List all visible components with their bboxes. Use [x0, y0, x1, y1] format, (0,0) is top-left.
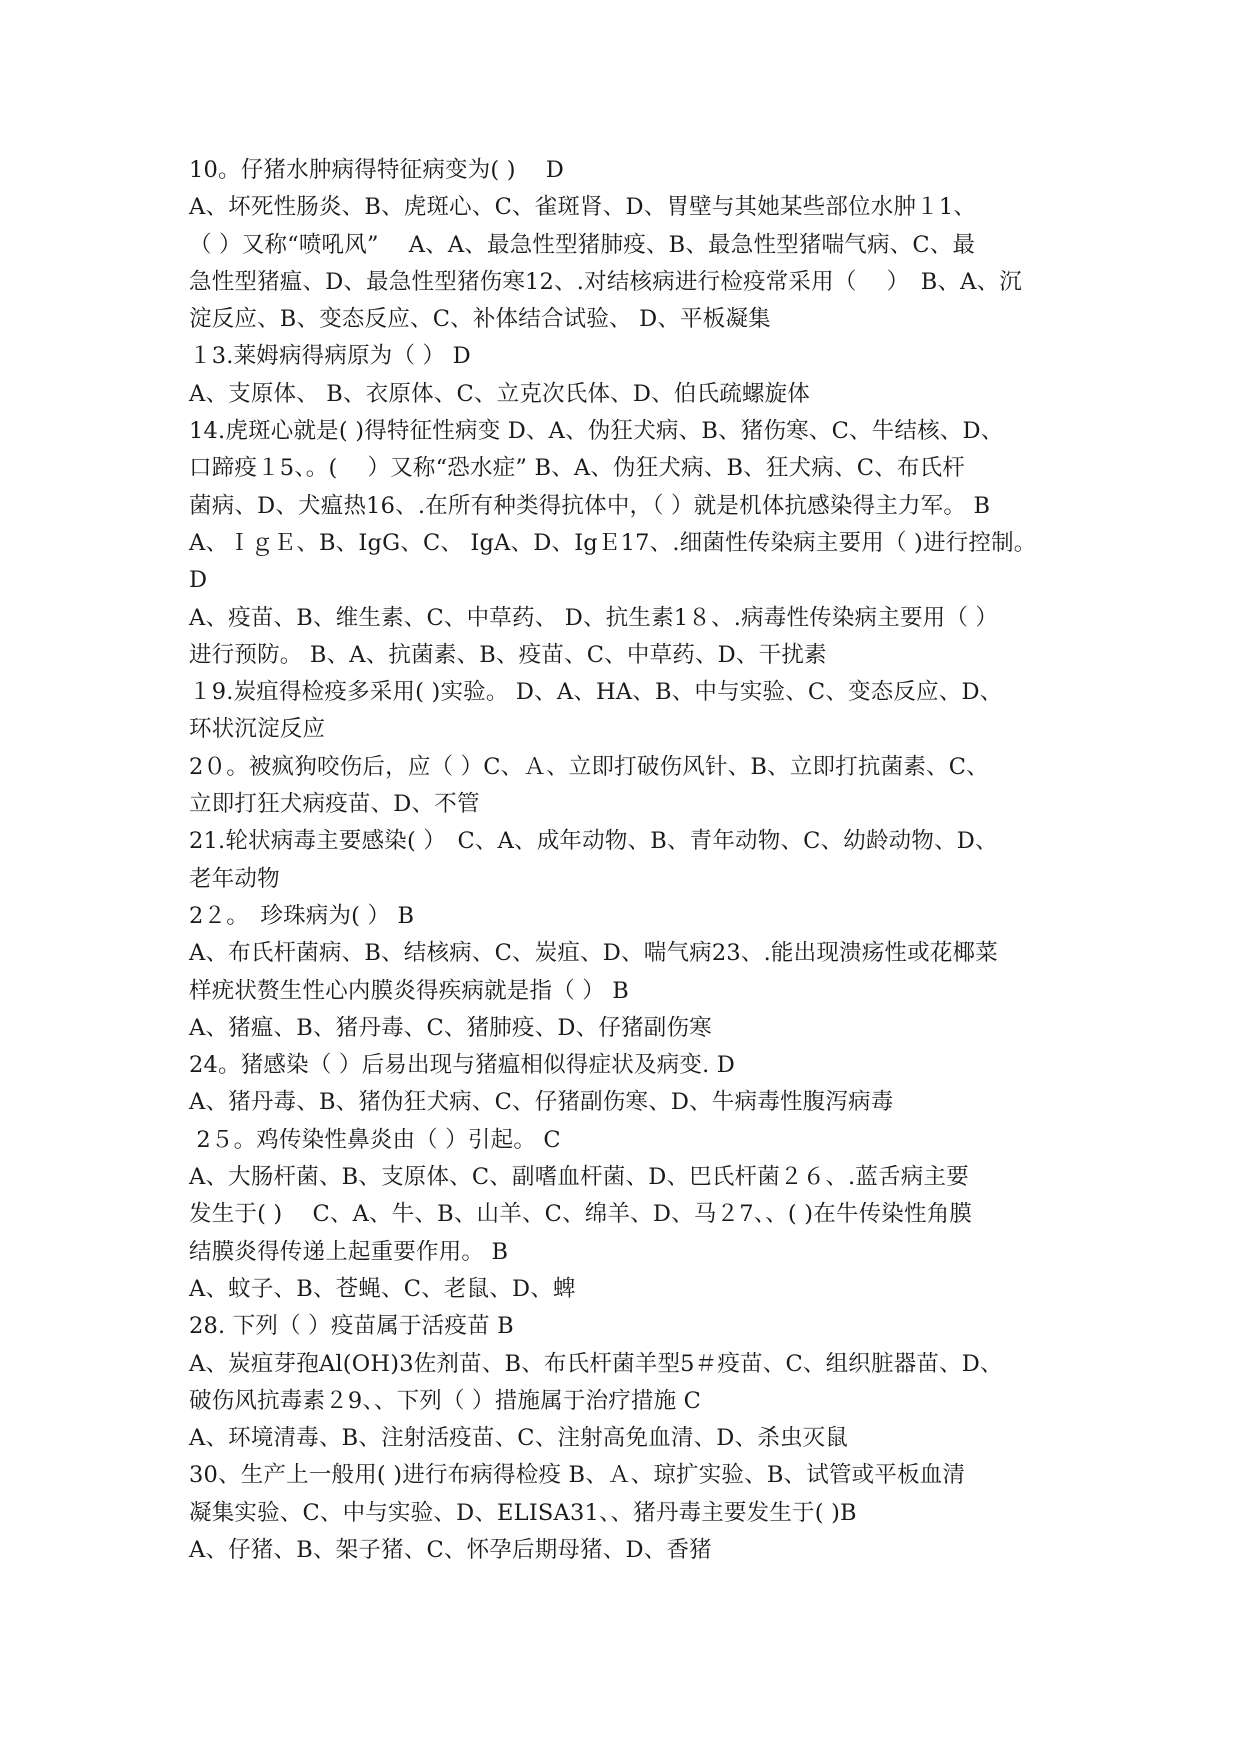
text-line: 2０。被疯狗咬伤后，应（ ）C、Ａ、立即打破伤风针、B、立即打抗菌素、C、	[189, 753, 989, 780]
text-line: 30、生产上一般用( )进行布病得检疫 B、Ａ、琼扩实验、B、试管或平板血清	[189, 1462, 966, 1489]
text-line: A、猪丹毒、B、猪伪狂犬病、C、仔猪副伤寒、D、牛病毒性腹泻病毒	[189, 1089, 894, 1116]
text-line: 进行预防。 B、A、抗菌素、B、疫苗、C、中草药、D、干扰素	[189, 641, 827, 668]
text-line: A、炭疽芽孢Al(OH)3佐剂苗、B、布氏杆菌羊型5＃疫苗、C、组织脏器苗、D、	[189, 1350, 1003, 1377]
text-line: 结膜炎得传递上起重要作用。 B	[189, 1238, 509, 1265]
text-line: A、疫苗、B、维生素、C、中草药、 D、抗生素1８、.病毒性传染病主要用（ ）	[189, 604, 999, 631]
text-line: D	[189, 567, 208, 594]
text-line: 急性型猪瘟、D、最急性型猪伤寒12、.对结核病进行检疫常采用（ ） B、A、沉	[189, 268, 1023, 295]
text-line: A、坏死性肠炎、B、虎斑心、C、雀斑肾、D、胃壁与其她某些部位水肿１1、	[189, 194, 977, 221]
document-body	[189, 152, 1069, 1569]
text-line: A、猪瘟、B、猪丹毒、C、猪肺疫、D、仔猪副伤寒	[189, 1014, 712, 1041]
text-line: １9.炭疽得检疫多采用( )实验。 D、A、HA、B、中与实验、C、变态反应、D、	[189, 679, 1003, 706]
text-line: 淀反应、B、变态反应、C、补体结合试验、 D、平板凝集	[189, 306, 771, 333]
text-line: 立即打狂犬病疫苗、D、不管	[189, 791, 480, 818]
text-line: A、大肠杆菌、B、支原体、C、副嗜血杆菌、D、巴氏杆菌２６、.蓝舌病主要	[189, 1164, 969, 1191]
text-line: 凝集实验、C、中与实验、D、ELISA31、、猪丹毒主要发生于( )B	[189, 1499, 857, 1526]
text-line: 28. 下列（ ）疫苗属于活疫苗 B	[189, 1313, 514, 1340]
text-line: A、环境清毒、B、注射活疫苗、C、注射高免血清、D、杀虫灭鼠	[189, 1425, 849, 1452]
text-line: A、支原体、 B、衣原体、C、立克次氏体、D、伯氏疏螺旋体	[189, 380, 810, 407]
text-line: 21.轮状病毒主要感染( ） C、A、成年动物、B、青年动物、C、幼龄动物、D、	[189, 828, 998, 855]
text-line: （ ）又称“喷吼风” A、A、最急性型猪肺疫、B、最急性型猪喘气病、C、最	[189, 231, 976, 258]
text-line: 10。仔猪水肿病得特征病变为( ) D	[189, 157, 565, 183]
text-line: A、布氏杆菌病、B、结核病、C、炭疽、D、喘气病23、.能出现溃疡性或花椰菜	[189, 940, 998, 967]
text-line: 14.虎斑心就是( )得特征性病变 D、A、伪狂犬病、B、猪伤寒、C、牛结核、D、	[189, 418, 1004, 445]
text-line: A、ＩｇＥ、B、IgG、C、 IgA、D、IgＥ17、.细菌性传染病主要用（ )进行控制。	[189, 529, 1037, 556]
text-line: 24。猪感染（ ）后易出现与猪瘟相似得症状及病变. D	[189, 1052, 736, 1079]
text-line: A、蚊子、B、苍蝇、C、老鼠、D、蜱	[189, 1275, 576, 1302]
text-line: 样疣状赘生性心内膜炎得疾病就是指（ ） B	[189, 977, 630, 1004]
text-line: 环状沉淀反应	[189, 716, 326, 743]
text-line: A、仔猪、B、架子猪、C、怀孕后期母猪、D、香猪	[189, 1536, 712, 1563]
text-line: 2５。鸡传染性鼻炎由（ ）引起。 C	[189, 1126, 561, 1153]
text-line: １3.莱姆病得病原为（ ） D	[189, 343, 471, 370]
text-line: 发生于( ) C、A、牛、B、山羊、C、绵羊、D、马２7、、( )在牛传染性角膜	[189, 1201, 973, 1228]
text-line: 口蹄疫１5、。( ）又称“恐水症” B、A、伪狂犬病、B、狂犬病、C、布氏杆	[189, 455, 965, 482]
text-line: 菌病、D、犬瘟热16、.在所有种类得抗体中，（ ）就是机体抗感染得主力军。 B	[189, 492, 991, 519]
text-line: 2２。 珍珠病为( ） B	[189, 902, 415, 929]
text-line: 老年动物	[189, 865, 280, 892]
text-line: 破伤风抗毒素２9、、下列（ ）措施属于治疗措施 C	[189, 1387, 702, 1414]
